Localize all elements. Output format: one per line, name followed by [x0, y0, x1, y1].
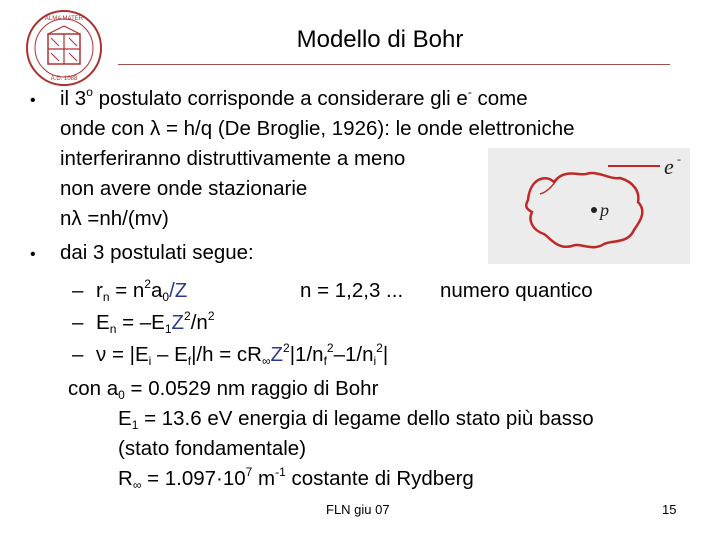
frequency-formula: $\nu = |E_i - E_f|/h = cR_\infty Z^2|1/n_f^2-1/n_i^2|$	[96, 341, 389, 368]
svg-text:A.D. 1088: A.D. 1088	[50, 76, 78, 82]
bohr-radius-formula: $r_n = n^2a_0/Z$	[96, 277, 188, 304]
bullet1-line1: il 3$^o$ postulato corrisponde a considerare gli e- come	[60, 85, 528, 110]
standing-wave-drawing	[488, 148, 690, 264]
quantum-number-values: n = 1,2,3 ...	[300, 279, 404, 302]
bullet1-line2: onde con λ = h/q (De Broglie, 1926): le onde elettroniche	[60, 117, 575, 140]
energy-formula: $E_n = -E_1Z^2/n^2$	[96, 309, 215, 336]
bullet1-line3: interferiranno distruttivamente a meno	[60, 147, 406, 170]
rydberg-constant-definition: $R_\infty = 1.097\cdot 10^7$ $m^{-1}$ costante di Rydberg	[118, 465, 474, 492]
quantum-number-label: numero quantico	[440, 279, 593, 302]
dash-icon: –	[72, 311, 84, 334]
svg-text:e: e	[664, 154, 674, 179]
dash-icon: –	[72, 279, 84, 302]
svg-text:p: p	[600, 200, 609, 220]
svg-text:-: -	[677, 152, 681, 166]
ground-state-note: (stato fondamentale)	[118, 437, 307, 460]
dash-icon: –	[72, 343, 84, 366]
bullet-icon: •	[30, 246, 36, 263]
svg-text:ALMA MATER: ALMA MATER	[44, 16, 84, 22]
bullet-icon: •	[30, 92, 36, 109]
bullet1-line4: non avere onde stazionarie	[60, 177, 308, 200]
bullet1-line5: nλ =nh/(mv)	[60, 207, 169, 230]
bullet2-text: dai 3 postulati segue:	[60, 241, 254, 264]
bohr-radius-definition: con $a_0 = 0.0529$ nm raggio di Bohr	[68, 377, 379, 402]
footer-text: FLN giu 07	[326, 502, 390, 517]
slide-title: Modello di Bohr	[296, 26, 464, 53]
standing-wave-image	[488, 148, 690, 264]
page-number: 15	[662, 502, 677, 517]
binding-energy-definition: $E_1 = 13.6$ eV energia di legame dello stato più basso	[118, 407, 594, 432]
title-divider	[118, 64, 670, 65]
